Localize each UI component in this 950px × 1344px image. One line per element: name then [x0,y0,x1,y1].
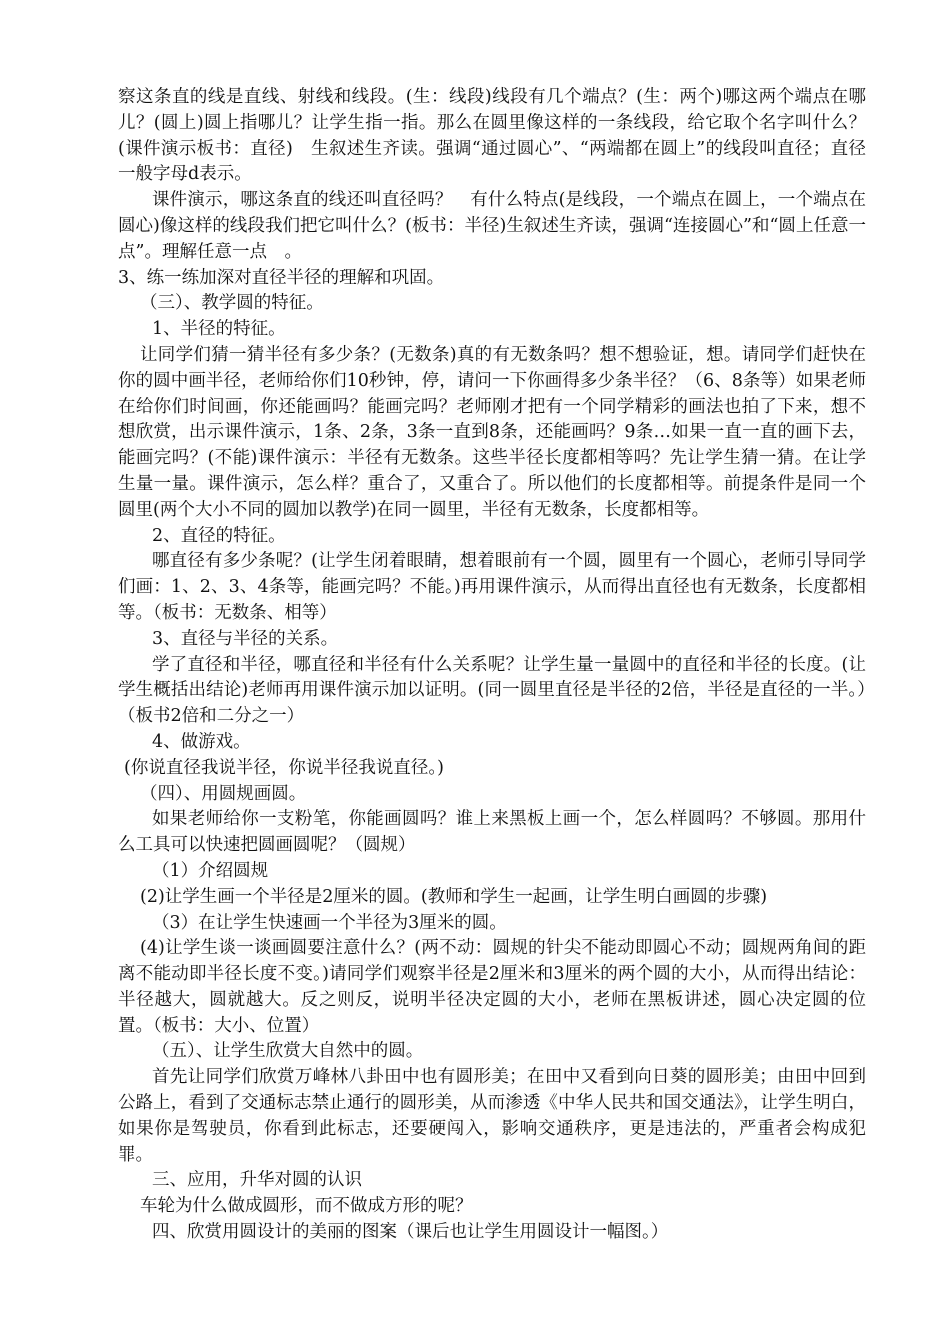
paragraph-diameter-features: 哪直径有多少条呢？(让学生闭着眼睛，想着眼前有一个圆，圆里有一个圆心，老师引导同学们画：1、2、3、4条等，能画完吗？不能。)再用课件演示，从而得出直径也有无数条，长度都相等。（板书：无数条、相等） [118,551,866,623]
paragraph-diameter-radius-relation: 学了直径和半径，哪直径和半径有什么关系呢？让学生量一量圆中的直径和半径的长度。(让学生概括出结论)老师再用课件演示加以证明。(同一圆里直径是半径的2倍，半径是直径的一半。）（板书2倍和二分之一） [118,654,866,727]
paragraph-compass-intro: 如果老师给你一支粉笔，你能画圆吗？谁上来黑板上画一个，怎么样圆吗？不够圆。那用什么工具可以快速把圆画圆呢？（圆规） [118,809,866,856]
paragraph-radius-features: 让同学们猜一猜半径有多少条？(无数条)真的有无数条吗？想不想验证，想。请同学们赶快在你的圆中画半径，老师给你们10秒钟，停，请问一下你画得多少条半径？（6、8条等）如果老师在给你们时间画，你还能画吗？能画完吗？老师刚才把有一个同学精彩的画法也拍了下来，想不想欣赏，出示课件演示，1条、2条，3条一直到8条，还能画吗？9条…如果一直一直的画下去，能画完吗？(不能)课件演示：半径有无数条。这些半径长度都相等吗？先让学生猜一猜。在让学生量一量。课件演示，怎么样？重合了，又重合了。所以他们的长度都相等。前提条件是同一个圆里(两个大小不同的圆加以教学)在同一圆里，半径有无数条，长度都相等。 [118,344,866,520]
subheading-diameter-radius-relation: 3、直径与半径的关系。 [152,628,339,649]
section-heading-circle-features: （三）、教学圆的特征。 [140,293,324,314]
list-item-compass-3: （3）在让学生快速画一个半径为3厘米的圆。 [152,912,507,933]
paragraph-nature-circles: 首先让同学们欣赏万峰林八卦田中也有圆形美；在田中又看到向日葵的圆形美；由田中回到公路上，看到了交通标志禁止通行的圆形美，从而渗透《中华人民共和国交通法》，让学生明白，如果你是驾驶员，你看到此标志，还要硬闯入，影响交通秩序，更是违法的，严重者会构成犯罪。 [118,1067,866,1165]
section-heading-appreciation: 四、欣赏用圆设计的美丽的图案（课后也让学生用圆设计一幅图。） [152,1222,669,1243]
list-item-compass-2: (2)让学生画一个半径是2厘米的圆。(教师和学生一起画，让学生明白画圆的步骤) [140,886,768,907]
subheading-radius-features: 1、半径的特征。 [152,319,286,340]
subheading-diameter-features: 2、直径的特征。 [152,525,286,546]
section-heading-application: 三、应用，升华对圆的认识 [152,1170,362,1191]
paragraph-game: (你说直径我说半径，你说半径我说直径。) [124,757,444,778]
subheading-game: 4、做游戏。 [152,731,251,752]
section-heading-compass: （四）、用圆规画圆。 [140,783,307,804]
list-item-compass-1: （1）介绍圆规 [152,860,269,881]
section-heading-nature-circles: （五）、让学生欣赏大自然中的圆。 [152,1041,424,1062]
paragraph-wheel-question: 车轮为什么做成圆形，而不做成方形的呢？ [140,1196,473,1217]
document-body [118,85,866,1246]
paragraph-diameter-intro: 察这条直的线是直线、射线和线段。(生：线段)线段有几个端点？(生：两个)哪这两个端点在哪儿？(圆上)圆上指哪儿？让学生指一指。那么在圆里像这样的一条线段，给它取个名字叫什么？(课件演示板书：直径) 生叙述生齐读。强调“通过圆心”、“两端都在圆上”的线段叫直径；直径一般字母d表示。 [118,87,866,185]
paragraph-radius-intro: 课件演示，哪这条直的线还叫直径吗？ 有什么特点(是线段，一个端点在圆上，一个端点在圆心)像这样的线段我们把它叫什么？(板书：半径)生叙述生齐读，强调“连接圆心”和“圆上任意一点”。理解任意一点 。 [118,190,866,262]
paragraph-practice: 3、练一练加深对直径半径的理解和巩固。 [118,267,445,288]
list-item-compass-4: (4)让学生谈一谈画圆要注意什么？(两不动：圆规的针尖不能动即圆心不动；圆规两角间的距离不能动即半径长度不变。)请同学们观察半径是2厘米和3厘米的两个圆的大小，从而得出结论：半径越大，圆就越大。反之则反，说明半径决定圆的大小，老师在黑板讲述，圆心决定圆的位置。（板书：大小、位置） [118,938,866,1036]
